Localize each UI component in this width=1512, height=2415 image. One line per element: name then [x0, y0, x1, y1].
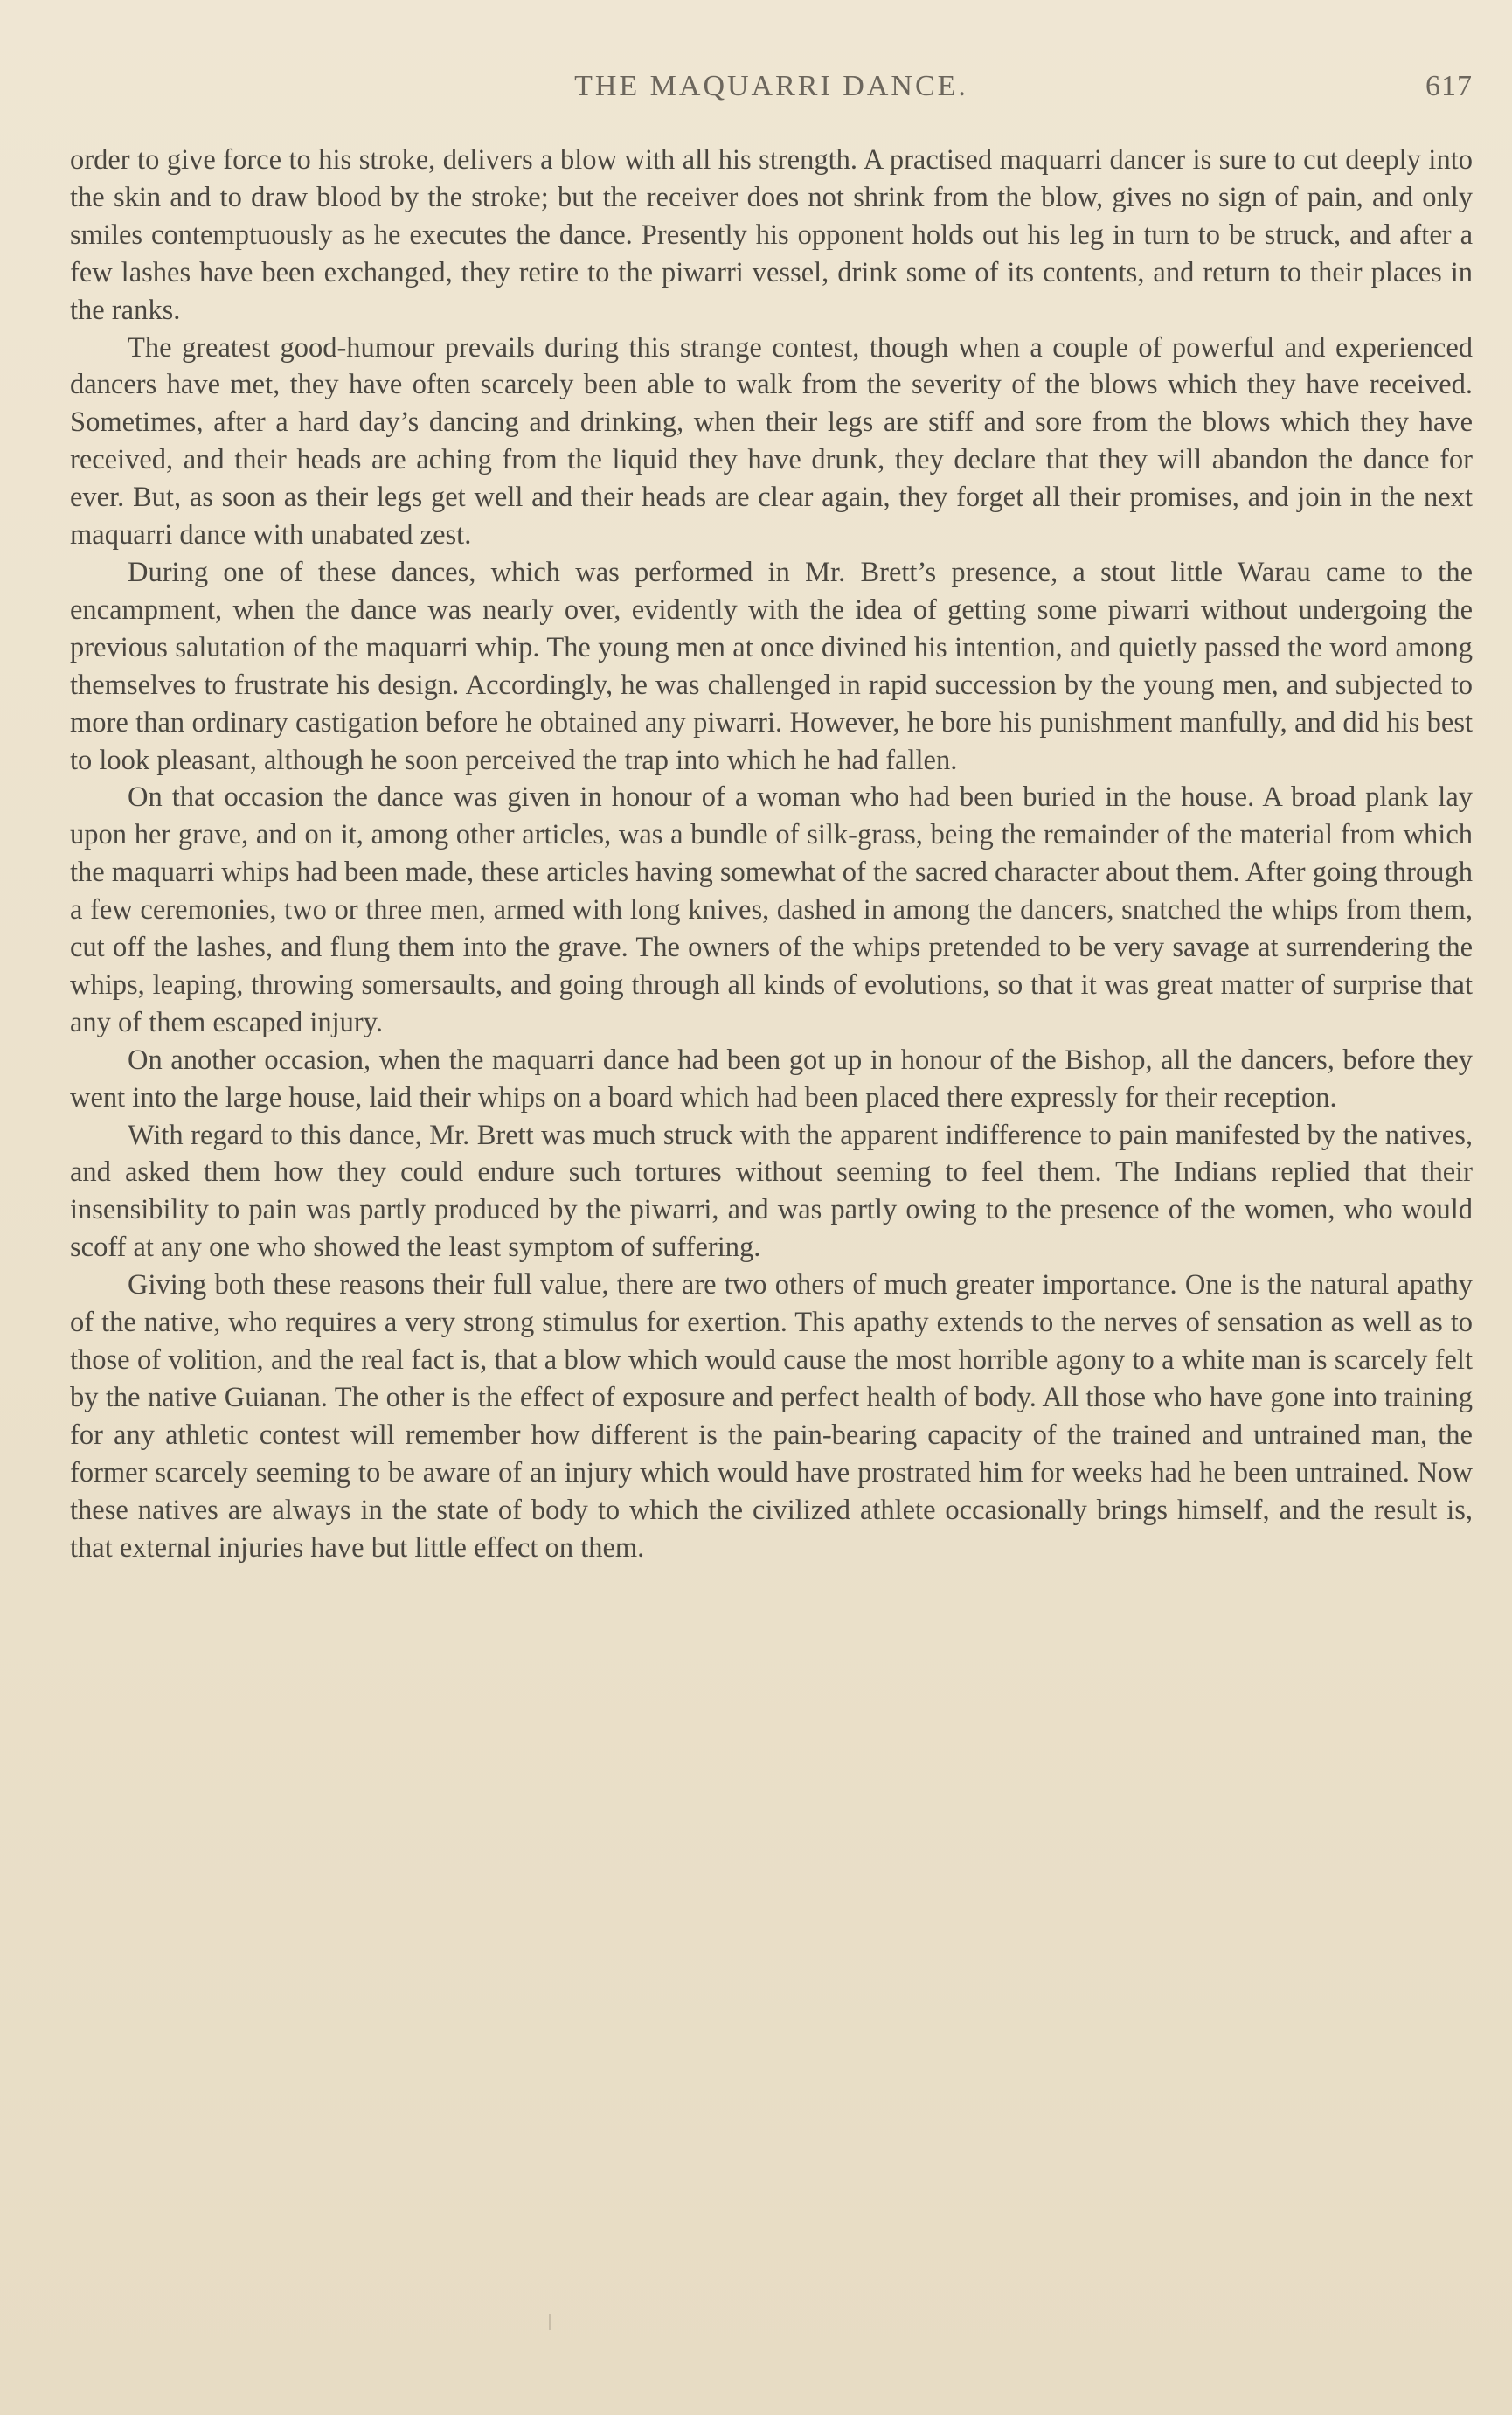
paragraph: During one of these dances, which was performed in Mr. Brett’s presence, a stout little Warau came to the encampment, when the dance was nearly over, evidently with the idea of getting some piwarri without undergoing the previous salutation of the maquarri whip. The young men at once divined his intention, and quietly passed the word among themselves to frustrate his design. Accordingly, he was challenged in rapid succession by the young men, and subjected to more than ordinary castigation before he obtained any piwarri. However, he bore his punishment manfully, and did his best to look pleasant, although he soon perceived the trap into which he had fallen.	[70, 556, 1473, 776]
page-number: 617	[1425, 70, 1473, 102]
paragraph-continuation: order to give force to his stroke, delivers a blow with all his strength. A practised maquarri dancer is sure to cut deeply into the skin and to draw blood by the stroke; but the receiver does not shrink from the blow, gives no sign of pain, and only smiles contemptuously as he executes the dance. Presently his opponent holds out his leg in turn to be struck, and after a few lashes have been exchanged, they retire to the piwarri vessel, drink some of its contents, and return to their places in the ranks.	[70, 144, 1473, 326]
paragraph: On another occasion, when the maquarri dance had been got up in honour of the Bishop, all the dancers, before they went into the large house, laid their whips on a board which had been placed there expressly for their reception.	[70, 1044, 1473, 1114]
print-mark	[549, 2314, 551, 2330]
running-title: THE MAQUARRI DANCE.	[574, 70, 968, 102]
paragraph: The greatest good-humour prevails during this strange contest, though when a couple of powerful and experienced dancers have met, they have often scarcely been able to walk from the severity of the blows which they have received. Sometimes, after a hard day’s dancing and drinking, when their legs are stiff and sore from the blows which they have received, and their heads are aching from the liquid they have drunk, they declare that they will abandon the dance for ever. But, as soon as their legs get well and their heads are clear again, they forget all their promises, and join in the next maquarri dance with unabated zest.	[70, 331, 1473, 552]
running-head	[70, 70, 1473, 114]
body-text	[70, 142, 1473, 1566]
paragraph: Giving both these reasons their full value, there are two others of much greater importance. One is the natural apathy of the native, who requires a very strong stimulus for exertion. This apathy extends to the nerves of sensation as well as to those of volition, and the real fact is, that a blow which would cause the most horrible agony to a white man is scarcely felt by the native Guianan. The other is the effect of exposure and perfect health of body. All those who have gone into training for any athletic contest will remember how different is the pain-bearing capacity of the trained and untrained man, the former scarcely seeming to be aware of an injury which would have prostrated him for weeks had he been untrained. Now these natives are always in the state of body to which the civilized athlete occasionally brings himself, and the result is, that external injuries have but little effect on them.	[70, 1269, 1473, 1564]
paragraph: On that occasion the dance was given in honour of a woman who had been buried in the house. A broad plank lay upon her grave, and on it, among other articles, was a bundle of silk-grass, being the remainder of the material from which the maquarri whips had been made, these articles having somewhat of the sacred character about them. After going through a few ceremonies, two or three men, armed with long knives, dashed in among the dancers, snatched the whips from them, cut off the lashes, and flung them into the grave. The owners of the whips pretended to be very savage at surrendering the whips, leaping, throwing somersaults, and going through all kinds of evolutions, so that it was great matter of surprise that any of them escaped injury.	[70, 781, 1473, 1038]
paragraph: With regard to this dance, Mr. Brett was much struck with the apparent indifference to pain manifested by the natives, and asked them how they could endure such tortures without seeming to feel them. The Indians replied that their insensibility to pain was partly produced by the piwarri, and was partly owing to the presence of the women, who would scoff at any one who showed the least symptom of suffering.	[70, 1119, 1473, 1264]
